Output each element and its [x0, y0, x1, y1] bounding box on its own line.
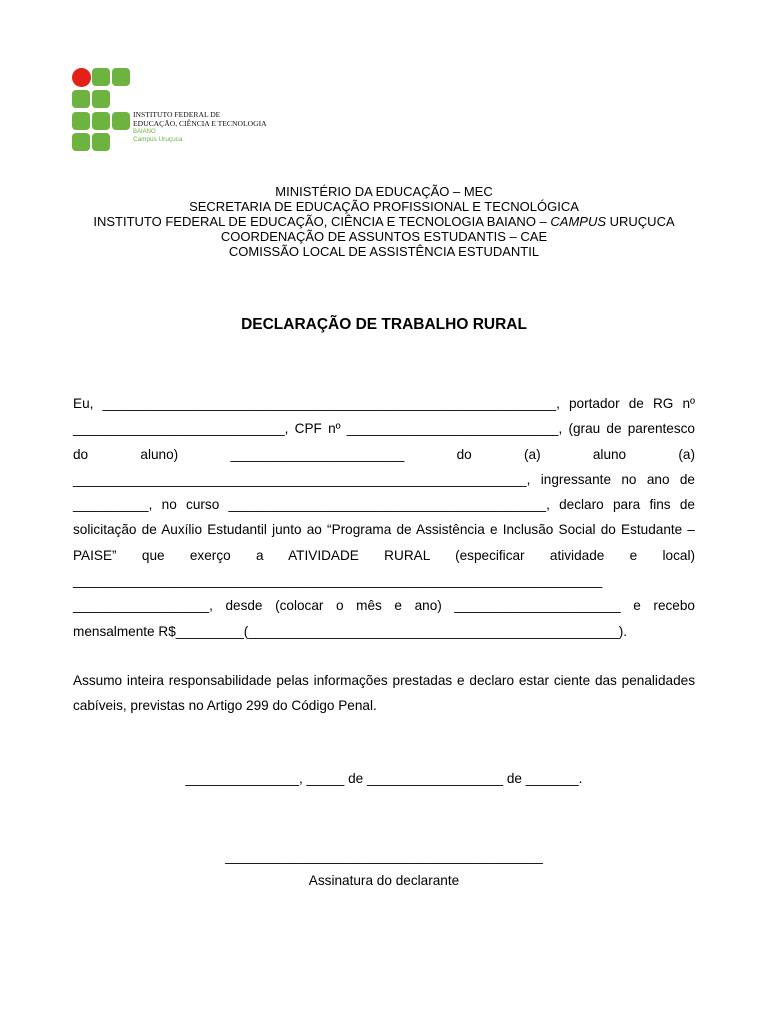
declaration-paragraph: Eu, ____________________________________________________________, portador de RG nº ____________________________, CPF nº ____________________________, (grau de parentesco do aluno) _______________________ do (a) aluno (a) ____________________________________________________________, ingressante no ano de __________, no curso __________________________________________, declaro para fins de solicitação de Auxílio Estudantil junto ao “Programa de Assistência e Inclusão Social do Estudante – PAISE” que exerço a ATIVIDADE RURAL (especificar atividade e local) ______________________________________________________________________ __________________, desde (colocar o mês e ano) ______________________ e recebo mensalmente R$_________(_________________________________________________). — [73, 396, 695, 639]
logo-red-circle — [72, 68, 91, 87]
header-line-2: SECRETARIA DE EDUCAÇÃO PROFISSIONAL E TECNOLÓGICA — [189, 199, 579, 214]
logo-text — [133, 111, 267, 144]
document-title: DECLARAÇÃO DE TRABALHO RURAL — [241, 316, 527, 333]
date-line: _______________, _____ de __________________ de _______. — [185, 771, 583, 786]
logo-line-1: INSTITUTO FEDERAL DE — [133, 110, 221, 119]
header-line-5: COMISSÃO LOCAL DE ASSISTÊNCIA ESTUDANTIL — [228, 244, 540, 259]
header-line-1: MINISTÉRIO DA EDUCAÇÃO – MEC — [275, 184, 493, 199]
logo-line-4: Campus Uruçuca — [133, 136, 183, 144]
signature-line: __________________________________________ — [225, 849, 543, 864]
institution-header — [60, 184, 708, 259]
logo-line-2: EDUCAÇÃO, CIÊNCIA E TECNOLOGIA — [133, 118, 267, 128]
header-line-4: COORDENAÇÃO DE ASSUNTOS ESTUDANTIS – CAE — [220, 229, 548, 244]
responsibility-paragraph: Assumo inteira responsabilidade pelas informações prestadas e declaro estar ciente das penalidades cabíveis, previstas no Artigo 299 do Código Penal. — [73, 673, 695, 714]
institution-logo — [72, 68, 282, 156]
header-line-3: INSTITUTO FEDERAL DE EDUCAÇÃO, CIÊNCIA E TECNOLOGIA BAIANO – CAMPUS URUÇUCA — [93, 214, 675, 229]
logo-line-3: BAIANO — [133, 129, 156, 136]
signature-label: Assinatura do declarante — [308, 873, 460, 888]
